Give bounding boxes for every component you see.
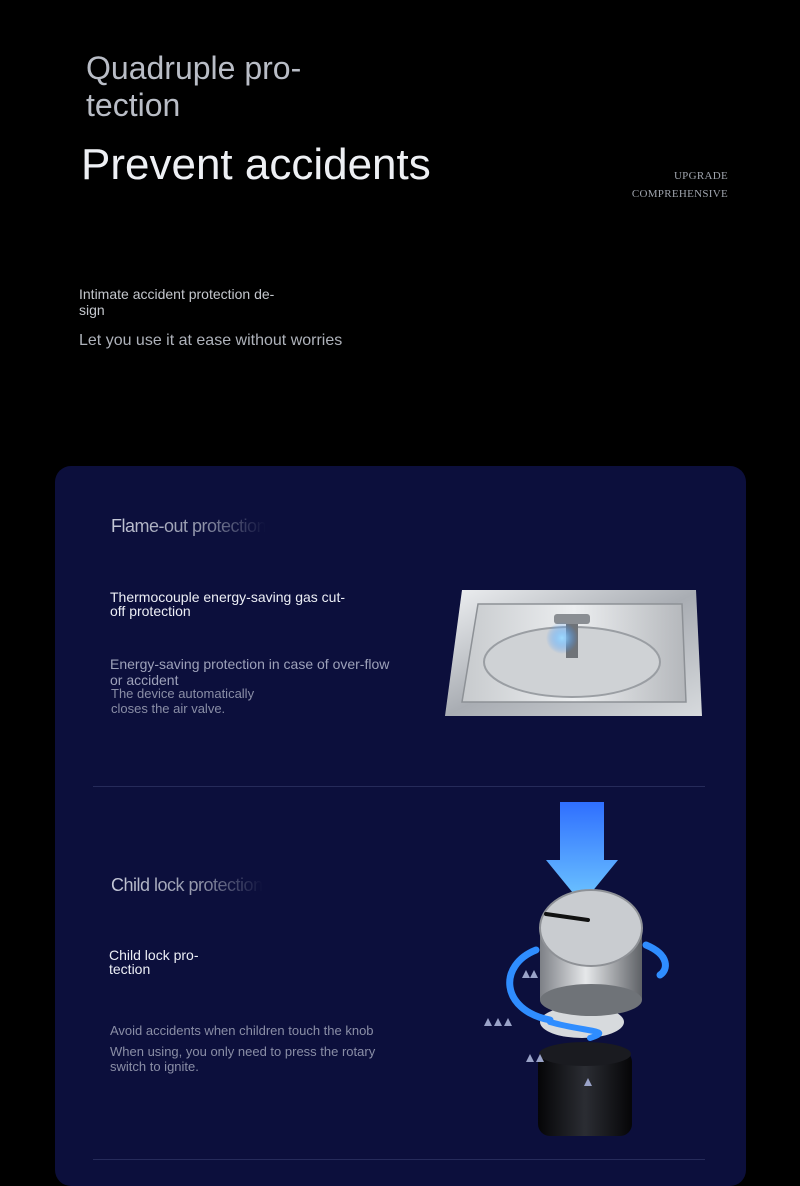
intro-tagline: Let you use it at ease without worries — [79, 332, 343, 349]
childlock-detail: When using, you only need to press the rotary switch to ignite. — [110, 1044, 376, 1074]
flameout-section-title: Flame-out protection — [111, 516, 267, 536]
upgrade-label: UPGRADE — [673, 170, 728, 182]
page-title: Prevent accidents — [81, 140, 431, 189]
knob-image — [470, 800, 680, 1145]
childlock-headline: Child lock pro-tection — [109, 947, 199, 977]
spark-icon — [546, 622, 578, 654]
section-divider — [93, 786, 705, 787]
flameout-detail: The device automatically closes the air valve. — [111, 686, 255, 716]
flameout-headline: Thermocouple energy-saving gas cut-off protection — [110, 589, 346, 619]
flameout-description: Energy-saving protection in case of over-flow or accident — [110, 656, 390, 688]
childlock-description: Avoid accidents when children touch the knob — [110, 1023, 374, 1038]
press-arrow-icon — [546, 802, 618, 904]
section-subtitle: Quadruple pro-tection — [86, 50, 302, 123]
childlock-section-title: Child lock protection — [111, 875, 263, 895]
comprehensive-label: COMPREHENSIVE — [631, 188, 728, 200]
section-divider-bottom — [93, 1159, 705, 1160]
intro-text: Intimate accident protection de-sign — [79, 286, 275, 318]
gas-valve-image — [440, 580, 710, 725]
